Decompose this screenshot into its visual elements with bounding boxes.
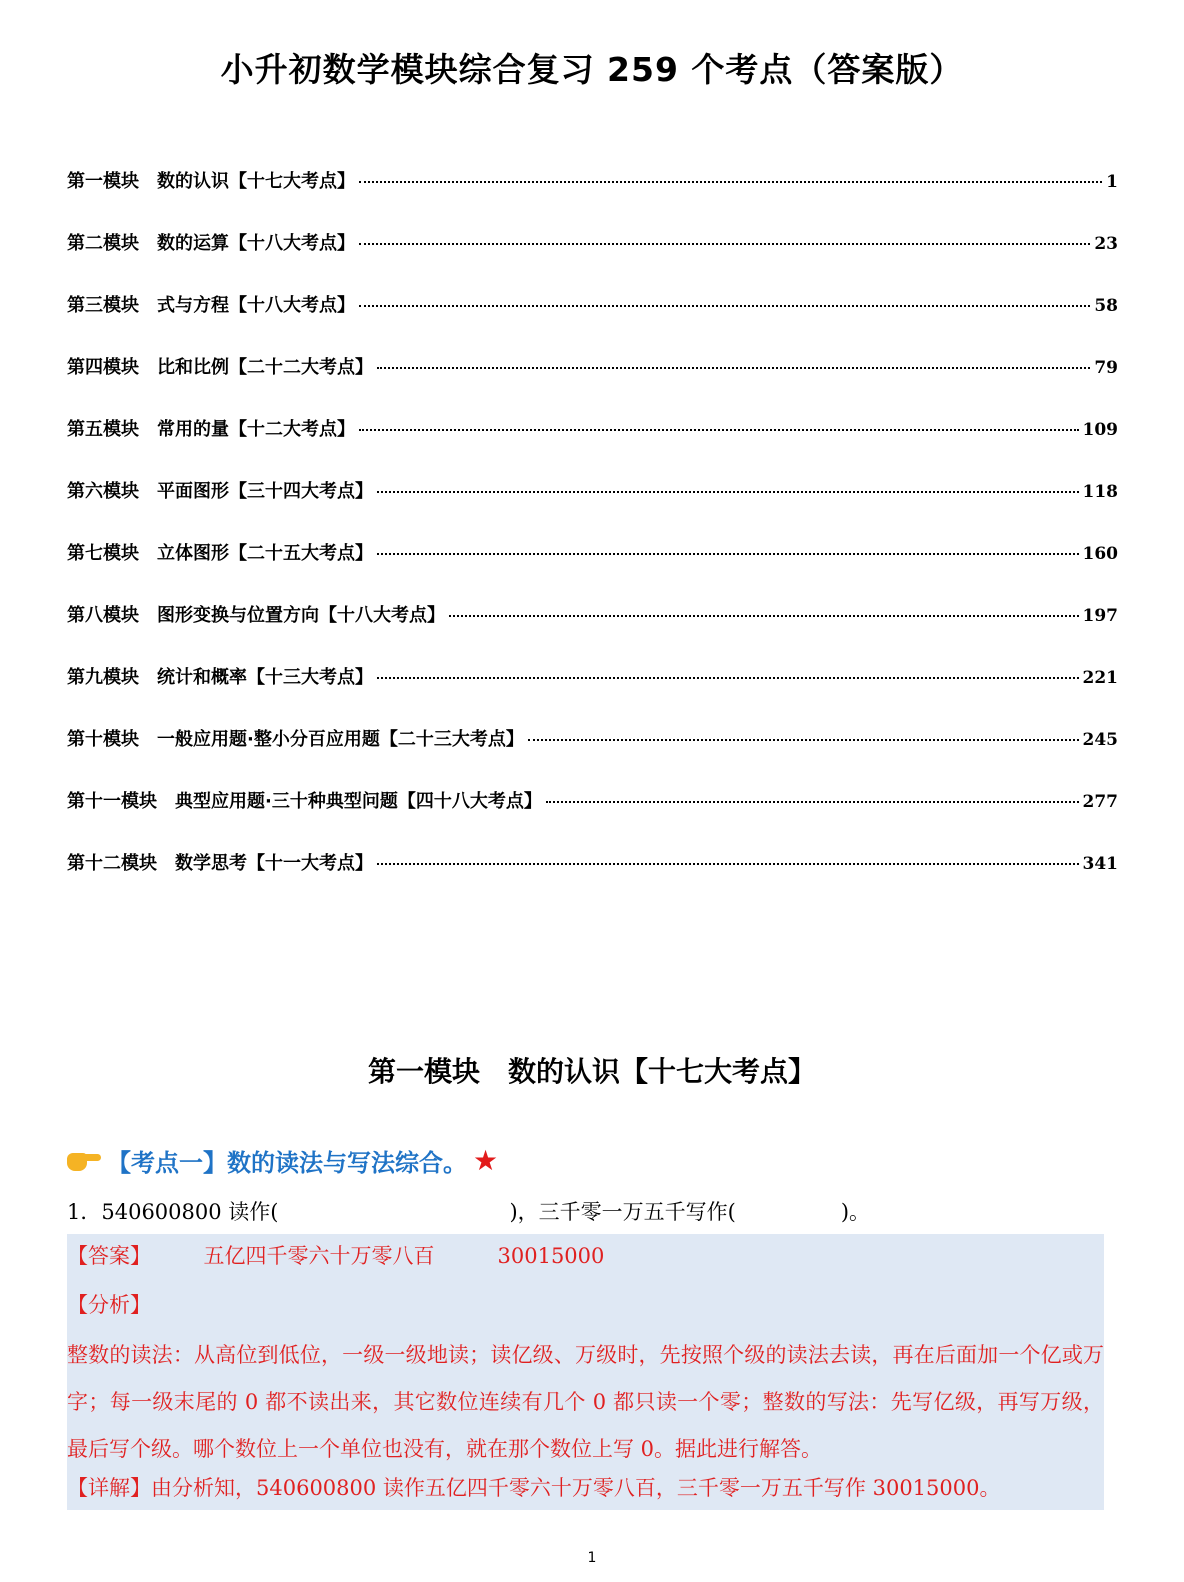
toc-entry[interactable] bbox=[67, 849, 1118, 911]
toc-entry-label: 第五模块 常用的量【十二大考点】 bbox=[67, 419, 355, 440]
answer-line bbox=[67, 1240, 604, 1270]
toc-entry[interactable] bbox=[67, 353, 1118, 415]
toc-leader-dots bbox=[377, 863, 1079, 865]
toc-page-number: 197 bbox=[1082, 606, 1118, 626]
toc-leader-dots bbox=[359, 243, 1090, 245]
toc-page-number: 118 bbox=[1082, 482, 1118, 502]
toc-entry-label: 第八模块 图形变换与位置方向【十八大考点】 bbox=[67, 605, 445, 626]
toc-page-number: 341 bbox=[1082, 854, 1118, 874]
star-icon: ★ bbox=[473, 1143, 499, 1177]
toc-leader-dots bbox=[377, 553, 1079, 555]
toc-entry[interactable] bbox=[67, 787, 1118, 849]
toc-entry[interactable] bbox=[67, 663, 1118, 725]
detail-label: 【详解】 bbox=[67, 1476, 151, 1500]
analysis-label: 【分析】 bbox=[67, 1293, 151, 1317]
toc-entry[interactable] bbox=[67, 229, 1118, 291]
toc-entry[interactable] bbox=[67, 291, 1118, 353]
toc-page-number: 221 bbox=[1082, 668, 1118, 688]
toc-page-number: 1 bbox=[1106, 172, 1118, 192]
kaodian-heading bbox=[67, 1140, 498, 1180]
toc-page-number: 245 bbox=[1082, 730, 1118, 750]
toc-page-number: 23 bbox=[1094, 234, 1118, 254]
page-number: 1 bbox=[587, 1550, 597, 1566]
toc-leader-dots bbox=[546, 801, 1079, 803]
section-title: 第一模块 数的认识【十七大考点】 bbox=[367, 1055, 816, 1088]
table-of-contents bbox=[67, 167, 1118, 911]
toc-entry-label: 第一模块 数的认识【十七大考点】 bbox=[67, 171, 355, 192]
toc-leader-dots bbox=[377, 491, 1079, 493]
toc-entry-label: 第三模块 式与方程【十八大考点】 bbox=[67, 295, 355, 316]
answer-value-2: 30015000 bbox=[497, 1244, 605, 1268]
toc-entry-label: 第七模块 立体图形【二十五大考点】 bbox=[67, 543, 373, 564]
toc-entry[interactable] bbox=[67, 725, 1118, 787]
toc-entry-label: 第十一模块 典型应用题·三十种典型问题【四十八大考点】 bbox=[67, 791, 542, 812]
toc-page-number: 58 bbox=[1094, 296, 1118, 316]
kaodian-title: 【考点一】数的读法与写法综合。 bbox=[107, 1148, 467, 1177]
toc-entry-label: 第十二模块 数学思考【十一大考点】 bbox=[67, 853, 373, 874]
toc-entry-label: 第二模块 数的运算【十八大考点】 bbox=[67, 233, 355, 254]
toc-entry-label: 第四模块 比和比例【二十二大考点】 bbox=[67, 357, 373, 378]
toc-page-number: 79 bbox=[1094, 358, 1118, 378]
answer-label: 【答案】 bbox=[67, 1244, 141, 1268]
toc-entry-label: 第六模块 平面图形【三十四大考点】 bbox=[67, 481, 373, 502]
detail-text: 由分析知，540600800 读作五亿四千零六十万零八百，三千零一万五千写作 30015000。 bbox=[151, 1476, 1001, 1500]
pointing-hand-icon bbox=[67, 1149, 101, 1171]
toc-page-number: 109 bbox=[1082, 420, 1118, 440]
toc-leader-dots bbox=[528, 739, 1079, 741]
analysis-text: 整数的读法：从高位到低位，一级一级地读；读亿级、万级时，先按照个级的读法去读，再在后面加一个亿或万字；每一级末尾的 0 都不读出来，其它数位连续有几个 0 都只读一个零；整数的写法：先写亿级，再写万级，最后写个级。哪个数位上一个单位也没有，就在那个数位上写 0。据此进行解答。 bbox=[67, 1343, 1104, 1461]
toc-leader-dots bbox=[359, 429, 1079, 431]
toc-entry-label: 第十模块 一般应用题·整小分百应用题【二十三大考点】 bbox=[67, 729, 524, 750]
detail-line bbox=[67, 1472, 1000, 1502]
toc-leader-dots bbox=[359, 181, 1102, 183]
answer-value-1: 五亿四千零六十万零八百 bbox=[203, 1244, 435, 1268]
question-text: 1．540600800 读作( )，三千零一万五千写作( )。 bbox=[67, 1200, 871, 1224]
toc-entry[interactable] bbox=[67, 415, 1118, 477]
toc-leader-dots bbox=[359, 305, 1090, 307]
toc-leader-dots bbox=[377, 677, 1079, 679]
toc-entry-label: 第九模块 统计和概率【十三大考点】 bbox=[67, 667, 373, 688]
toc-page-number: 160 bbox=[1082, 544, 1118, 564]
toc-entry[interactable] bbox=[67, 167, 1118, 229]
document-title: 小升初数学模块综合复习 259 个考点（答案版） bbox=[220, 50, 964, 89]
toc-entry[interactable] bbox=[67, 601, 1118, 663]
toc-leader-dots bbox=[377, 367, 1090, 369]
toc-entry[interactable] bbox=[67, 539, 1118, 601]
answer-box bbox=[67, 1234, 1104, 1510]
toc-entry[interactable] bbox=[67, 477, 1118, 539]
toc-leader-dots bbox=[449, 615, 1079, 617]
toc-page-number: 277 bbox=[1082, 792, 1118, 812]
